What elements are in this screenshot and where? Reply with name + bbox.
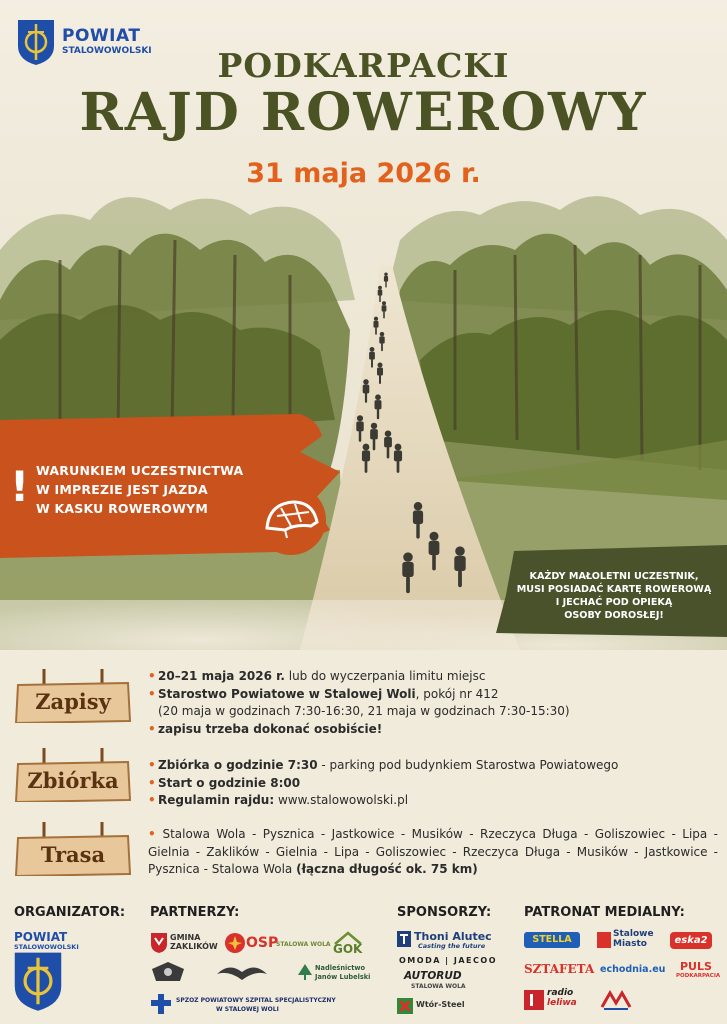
- media-stella: STELLA: [524, 932, 580, 948]
- bullet-icon: •: [148, 827, 163, 841]
- sign-label-trasa: Trasa: [40, 842, 106, 867]
- county-name: POWIAT: [62, 26, 141, 46]
- osp-fire-emblem-icon: [224, 932, 246, 954]
- title-line-1: PODKARPACKI: [217, 46, 510, 85]
- partner-nadlesnictwo: Nadleśnictwo Janów Lubelski: [315, 964, 371, 981]
- partner-gok: GOK: [333, 942, 363, 956]
- stalowe-miasto-logo-icon: [597, 932, 611, 948]
- media-echodnia: echodnia.eu: [600, 964, 666, 975]
- bullet-icon: •: [148, 721, 156, 736]
- organizer-name: POWIAT: [14, 930, 68, 944]
- bullet-icon: •: [148, 775, 156, 790]
- zapisy-info-list: [148, 668, 718, 738]
- sponsor-autorud: AUTORUD: [404, 970, 462, 982]
- sign-zbiorka: [14, 762, 132, 802]
- media-sztafeta: SZTAFETA: [524, 962, 595, 976]
- sponsor-wtor-steel: Wtór-Steel: [416, 1000, 465, 1009]
- partner-osp-sub: STALOWA WOLA: [276, 941, 331, 948]
- hospital-cross-icon: [150, 992, 172, 1016]
- helmet-requirement-text: WARUNKIEM UCZESTNICTWA W IMPREZIE JEST JAZDA W KASKU ROWEROWYM: [36, 463, 244, 516]
- sign-zapisy: [14, 683, 132, 723]
- gmina-zaklikow-crest-icon: [150, 932, 168, 954]
- list-item: • Regulamin rajdu: www.stalowowolski.pl: [148, 792, 718, 810]
- county-subtitle: STALOWOWOLSKI: [62, 46, 152, 56]
- sign-label-zapisy: Zapisy: [35, 689, 111, 714]
- tv-station-logo-icon: [600, 989, 632, 1011]
- forest-district-tree-icon: [297, 963, 313, 981]
- sponsor-autorud-sub: STALOWA WOLA: [411, 983, 466, 990]
- sponsor-omoda: OMODA | JAECOO: [399, 956, 497, 965]
- partner-gmina: GMINA ZAKLIKÓW: [170, 933, 218, 951]
- bullet-icon: •: [148, 758, 156, 772]
- zbiorka-info-list: [148, 757, 718, 810]
- media-puls-sub: PODKARPACIA: [676, 973, 721, 979]
- sponsor-thoni-slogan: Casting the future: [418, 942, 486, 950]
- warning-exclamation: !: [10, 462, 30, 511]
- bullet-icon: •: [148, 686, 156, 701]
- list-item: • zapisu trzeba dokonać osobiście!: [148, 721, 718, 739]
- media-puls: PULS: [680, 960, 712, 973]
- sign-trasa: [14, 836, 132, 876]
- wtor-steel-logo-icon: [397, 998, 413, 1014]
- list-item: • 20–21 maja 2026 r. lub do wyczerpania limitu miejsc: [148, 668, 718, 686]
- list-item: • Start o godzinie 8:00: [148, 775, 718, 793]
- minor-participant-note: KAŻDY MAŁOLETNI UCZESTNIK, MUSI POSIADAĆ KARTĘ ROWEROWĄ I JECHAĆ POD OPIEKĄ OSOBY DOROSŁEJ!: [516, 571, 712, 621]
- sign-label-zbiorka: Zbiórka: [27, 768, 119, 793]
- partners-heading: PARTNERZY:: [150, 905, 240, 920]
- thoni-alutec-logo-icon: [397, 931, 411, 947]
- police-badge-icon: [150, 961, 186, 983]
- media-heading: PATRONAT MEDIALNY:: [524, 905, 685, 920]
- list-item: • Starostwo Powiatowe w Stalowej Woli, pokój nr 412: [148, 686, 718, 704]
- sponsors-heading: SPONSORZY:: [397, 905, 492, 920]
- media-stalowe-miasto: Stalowe Miasto: [613, 929, 654, 949]
- bullet-icon: •: [148, 669, 156, 683]
- sponsor-thoni: Thoni Alutec: [414, 930, 492, 943]
- organizer-subtitle: STALOWOWOLSKI: [14, 943, 79, 951]
- partner-szpital: SPZOZ POWIATOWY SZPITAL SPECJALISTYCZNY W STALOWEJ WOLI: [176, 997, 336, 1013]
- list-item-note: (20 maja w godzinach 7:30-16:30, 21 maja w godzinach 7:30-15:30): [158, 704, 570, 718]
- media-eska: eska2: [670, 932, 712, 949]
- organizer-heading: ORGANIZATOR:: [14, 905, 126, 920]
- radio-leliwa-logo-icon: [524, 990, 544, 1010]
- media-radio-leliwa: radio leliwa: [547, 988, 577, 1008]
- route-description: • Stalowa Wola - Pysznica - Jastkowice - Musików - Rzeczyca Długa - Goliszowiec - Lipa - Gielnia - Zaklików - Gielnia - Lipa - Goliszowiec - Rzeczyca Długa - Musików - Jastkowice - Pysznica - Stalowa Wola (łączna długość ok. 75 km): [148, 827, 718, 876]
- eagle-club-emblem-icon: [215, 958, 269, 986]
- event-date: 31 maja 2026 r.: [246, 158, 481, 189]
- list-item: • Zbiórka o godzinie 7:30 - parking pod budynkiem Starostwa Powiatowego: [148, 757, 718, 775]
- title-line-2: RAJD ROWEROWY: [79, 82, 648, 143]
- bike-helmet-icon: [255, 484, 327, 556]
- organizer-coat-of-arms-icon: [12, 950, 64, 1012]
- partner-osp: OSP: [246, 935, 279, 951]
- bullet-icon: •: [148, 793, 156, 807]
